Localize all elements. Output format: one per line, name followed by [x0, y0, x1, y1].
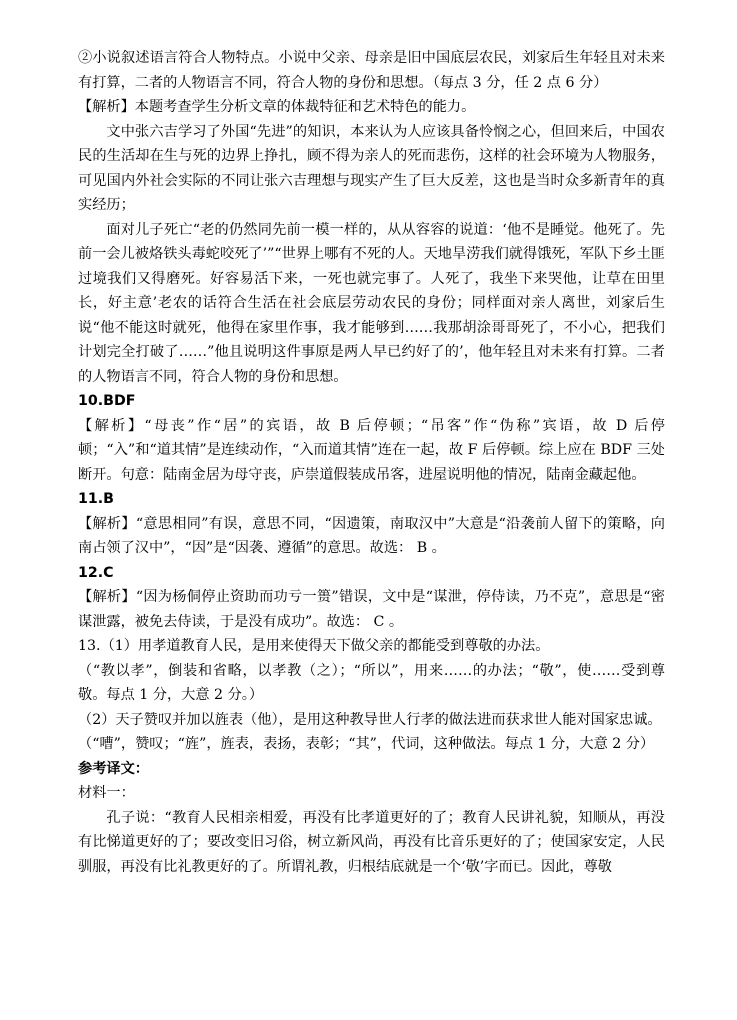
answer-paragraph-1: ②小说叙述语言符合人物特点。小说中父亲、母亲是旧中国底层农民，刘家后生年轻且对未来有打算，二者的人物语言不同，符合人物的身份和思想。（每点 3 分，任 2 点 6 分） — [78, 50, 665, 91]
body-paragraph-1: 文中张六吉学习了外国“先进”的知识，本来认为人应该具备怜悯之心，但回来后，中国农民的生活却在生与死的边界上挣扎，顾不得为亲人的死而悲伤，这样的社会环境为人物服务，可见国内外社会实际的不同让张六吉理想与现实产生了巨大反差，这也是当时众多新青年的真实经历； — [78, 123, 665, 213]
question-11-analysis: 【解析】“意思相同”有误，意思不同，“因遗策，南取汉中”大意是“沿袭前人留下的策略，向南占领了汉中”，“因”是“因袭、遵循”的意思。故选： B 。 — [78, 515, 665, 556]
question-10-analysis: 【解析】“母丧”作“居”的宾语，故 B 后停顿；“吊客”作“伪称”宾语，故 D 后停顿；“入”和“道其情”是连续动作，“入而道其情”连在一起，故 F 后停顿。综上应在 BDF 三处断开。句意：陆南金居为母守丧，庐崇道假装成吊客，进屋说明他的情况，陆南金藏起他。 — [78, 417, 665, 483]
question-13-part-2: （2）天子赞叹并加以旌表（他），是用这种教导世人行孝的做法进而获求世人能对国家忠诚。 — [78, 711, 662, 728]
analysis-paragraph-1: 【解析】本题考查学生分析文章的体裁特征和艺术特色的能力。 — [78, 99, 476, 115]
question-13-part-1: 13.（1）用孝道教育人民，是用来使得天下做父亲的都能受到尊敬的办法。 — [78, 638, 550, 654]
question-12-answer: 12.C — [78, 564, 114, 581]
question-12-analysis: 【解析】“因为杨侗停止资助而功亏一篑”错误，文中是“谋泄，停侍读，乃不克”，意思是“密谋泄露，被免去侍读，于是没有成功”。故选： C 。 — [78, 589, 665, 630]
question-10-answer: 10.BDF — [78, 393, 136, 409]
material-one-label: 材料一： — [78, 785, 135, 801]
body-paragraph-2: 面对儿子死亡“老的仍然同先前一模一样的，从从容容的说道：‘他不是睡觉。他死了。先前一会儿被烙铁头毒蛇咬死了’”“世界上哪有不死的人。天地旱涝我们就得饿死，军队下乡土匪过境我们又得磨死。好容易活下来，一死也就完事了。人死了，我坐下来哭他，让草在田里长，好主意’老农的话符合生活在社会底层劳动农民的身份；同样面对亲人离世，刘家后生说“他不能这时就死，他得在家里作事，我才能够到……我那胡涂哥哥死了，不小心，把我们计划完全打破了……”他且说明这件事原是两人早已约好了的’，他年轻且对未来有打算。二者的人物语言不同，符合人物的身份和思想。 — [78, 221, 665, 385]
question-13-part-1-scoring: （“教以孝”，倒装和省略，以孝教（之）；“所以”，用来……的办法；“敬”，使……受到尊敬。每点 1 分，大意 2 分。） — [78, 662, 665, 703]
question-11-answer: 11.B — [78, 491, 114, 507]
material-one-text: 孔子说：“教育人民相亲相爱，再没有比孝道更好的了；教育人民讲礼貌，知顺从，再没有比悌道更好的了；要改变旧习俗，树立新风尚，再没有比音乐更好的了；使国家安定，人民驯服，再没有比礼教更好的了。所谓礼教，归根结底就是一个‘敬’字而已。因此，尊敬 — [78, 809, 665, 875]
question-13-part-2-scoring: （“嘈”，赞叹；“旌”，旌表，表扬，表彰；“其”，代词，这种做法。每点 1 分，大意 2 分） — [78, 736, 655, 752]
reference-translation-heading: 参考译文： — [78, 760, 149, 777]
